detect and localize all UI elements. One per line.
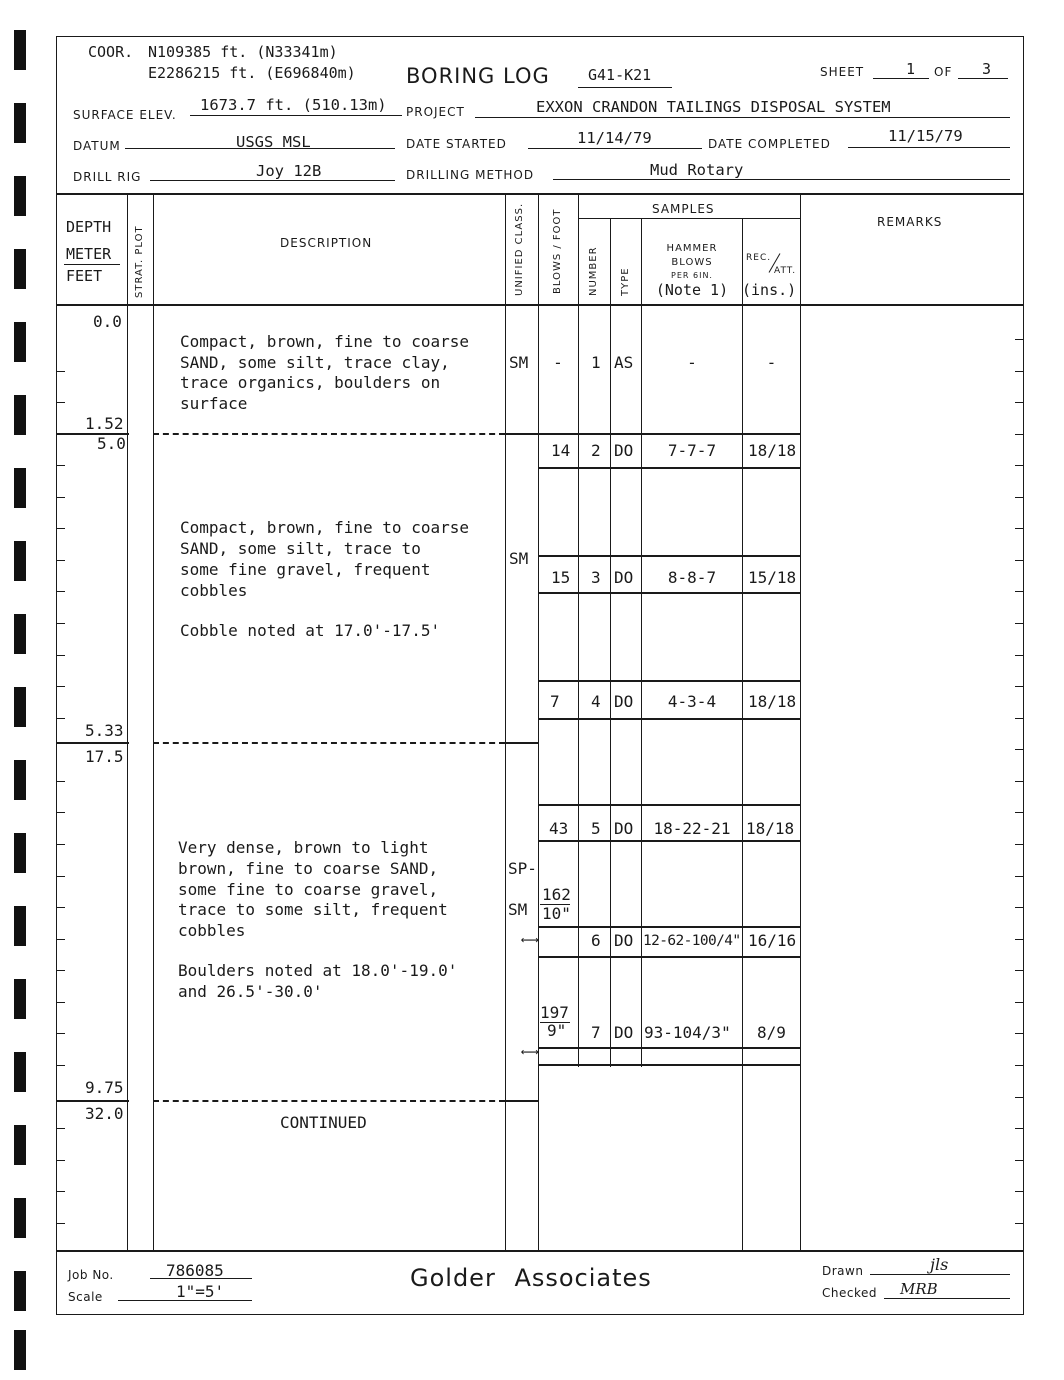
depth-feet-3: 32.0 — [85, 1104, 124, 1123]
coor-east: E2286215 ft. (E696840m) — [148, 64, 356, 82]
sample-5-rec: 18/18 — [746, 819, 795, 838]
arrow-icon-2: ⟵→ — [522, 1044, 539, 1060]
blows-foot-header: BLOWS / FOOT — [552, 208, 563, 294]
sample-3-hammer: 8-8-7 — [667, 568, 717, 587]
sample-7-blows-bottom: 9" — [547, 1021, 567, 1040]
depth-meter-2: 5.33 — [85, 721, 124, 740]
drawn-initials: jls — [930, 1255, 949, 1274]
feet-header: FEET — [66, 267, 103, 285]
sample-2-number: 2 — [591, 441, 601, 460]
stratum-3-line-5: cobbles — [178, 921, 246, 940]
stratum-3-line-3: some fine to coarse gravel, — [178, 880, 439, 899]
att-header: ATT. — [774, 266, 797, 276]
drill-rig-value: Joy 12B — [256, 162, 322, 180]
date-started-label: DATE STARTED — [406, 137, 507, 151]
stratum-3-uscs-1: SP- — [508, 859, 537, 878]
description-header: DESCRIPTION — [280, 236, 373, 250]
project-label: PROJECT — [406, 105, 465, 119]
sample-1-rec: - — [766, 353, 777, 372]
depth-feet-2: 17.5 — [85, 747, 124, 766]
surface-elev-value: 1673.7 ft. (510.13m) — [200, 96, 387, 114]
date-completed-value: 11/15/79 — [888, 127, 963, 145]
sample-2-rec: 18/18 — [748, 441, 797, 460]
company-name: Golder Associates — [410, 1264, 652, 1292]
stratum-2-line-2: SAND, some silt, trace to — [180, 539, 421, 558]
rec-units: (ins.) — [742, 281, 797, 299]
rec-header: REC. — [746, 253, 772, 263]
continued-label: CONTINUED — [280, 1113, 367, 1132]
boundary-2-dash — [153, 742, 505, 744]
stratum-3-note-1: Boulders noted at 18.0'-19.0' — [178, 961, 458, 980]
sample-3-rec: 15/18 — [748, 568, 797, 587]
drawn-label: Drawn — [822, 1264, 864, 1278]
stratum-1-uscs: SM — [509, 353, 529, 372]
job-no-value: 786085 — [166, 1261, 224, 1280]
hammer-header-1: HAMMER — [666, 243, 718, 254]
sample-1-number: 1 — [591, 353, 601, 372]
surface-elev-label: SURFACE ELEV. — [73, 108, 177, 122]
unified-class-header: UNIFIED CLASS. — [514, 202, 525, 296]
stratum-2-uscs: SM — [509, 549, 529, 568]
depth-top: 0.0 — [93, 312, 122, 331]
number-header: NUMBER — [588, 246, 599, 296]
sample-7-type: DO — [614, 1023, 634, 1042]
meter-header: METER — [66, 245, 112, 263]
remarks-header: REMARKS — [877, 215, 943, 229]
drilling-method-label: DRILLING METHOD — [406, 168, 535, 182]
checked-label: Checked — [822, 1286, 877, 1300]
strat-plot-header: STRAT. PLOT — [134, 225, 145, 298]
sample-7-rec: 8/9 — [757, 1023, 786, 1042]
datum-value: USGS MSL — [236, 133, 311, 151]
sheet-total: 3 — [982, 60, 992, 78]
type-header: TYPE — [620, 267, 631, 296]
sample-5-blows: 43 — [549, 819, 569, 838]
of-label: OF — [934, 65, 953, 79]
stratum-1-line-4: surface — [180, 394, 248, 413]
stratum-1-line-1: Compact, brown, fine to coarse — [180, 332, 469, 351]
stratum-2-note: Cobble noted at 17.0'-17.5' — [180, 621, 441, 640]
drill-rig-label: DRILL RIG — [73, 170, 142, 184]
project-value: EXXON CRANDON TAILINGS DISPOSAL SYSTEM — [536, 98, 891, 116]
boundary-2 — [56, 742, 129, 744]
stratum-3-line-4: trace to some silt, frequent — [178, 900, 448, 919]
sample-7-hammer: 93-104/3" — [644, 1023, 731, 1042]
checked-initials: MRB — [900, 1280, 938, 1298]
boring-log-title: BORING LOG — [406, 64, 550, 88]
hammer-header-3: PER 6IN. — [671, 271, 713, 280]
sample-6-hammer: 12-62-100/4" — [643, 933, 741, 949]
stratum-3-note-2: and 26.5'-30.0' — [178, 982, 323, 1001]
job-no-label: Job No. — [68, 1268, 114, 1282]
coor-north: N109385 ft. (N33341m) — [148, 43, 338, 61]
datum-label: DATUM — [73, 139, 121, 153]
scale-value: 1"=5' — [176, 1282, 225, 1301]
depth-feet-1: 5.0 — [97, 434, 126, 453]
sample-7-number: 7 — [591, 1023, 601, 1042]
sample-2-type: DO — [614, 441, 634, 460]
stratum-3-line-1: Very dense, brown to light — [178, 838, 429, 857]
sample-2-hammer: 7-7-7 — [667, 441, 717, 460]
scale-label: Scale — [68, 1290, 103, 1304]
sample-6-rec: 16/16 — [748, 931, 797, 950]
sheet-number: 1 — [906, 60, 916, 78]
sheet-label: SHEET — [820, 65, 865, 79]
sample-6-number: 6 — [591, 931, 601, 950]
sample-5-type: DO — [614, 819, 634, 838]
sample-4-type: DO — [614, 692, 634, 711]
stratum-1-line-2: SAND, some silt, trace clay, — [180, 353, 450, 372]
boundary-1 — [56, 433, 129, 435]
boundary-3-dash — [153, 1100, 505, 1102]
sample-3-number: 3 — [591, 568, 601, 587]
hammer-note: (Note 1) — [655, 281, 729, 299]
stratum-2-line-3: some fine gravel, frequent — [180, 560, 431, 579]
date-completed-label: DATE COMPLETED — [708, 137, 831, 151]
coor-label: COOR. — [88, 43, 134, 61]
sample-5-number: 5 — [591, 819, 601, 838]
stratum-3-uscs-2: SM — [508, 900, 528, 919]
sample-1-hammer: - — [687, 353, 697, 372]
boundary-1-dash — [153, 433, 505, 435]
sample-1-type: AS — [614, 353, 634, 372]
sample-5-hammer: 18-22-21 — [653, 819, 731, 838]
sample-1-blows: - — [553, 353, 563, 372]
stratum-1-line-3: trace organics, boulders on — [180, 373, 441, 392]
sample-2-blows: 14 — [551, 441, 571, 460]
sample-4-number: 4 — [591, 692, 601, 711]
depth-header: DEPTH — [66, 218, 112, 236]
boring-id: G41-K21 — [588, 66, 652, 84]
sample-3-type: DO — [614, 568, 634, 587]
sample-4-rec: 18/18 — [748, 692, 797, 711]
sample-6-type: DO — [614, 931, 634, 950]
sample-6-blows-bottom: 10" — [542, 904, 571, 923]
arrow-icon: ⟵→ — [522, 932, 539, 948]
stratum-2-line-1: Compact, brown, fine to coarse — [180, 518, 469, 537]
stratum-2-line-4: cobbles — [180, 581, 248, 600]
boundary-3 — [56, 1100, 129, 1102]
sample-6-blows-top: 162 — [542, 885, 571, 904]
hammer-header-2: BLOWS — [671, 257, 713, 268]
sample-7-blows-top: 197 — [540, 1003, 569, 1022]
sample-4-blows: 7 — [550, 692, 560, 711]
stratum-3-line-2: brown, fine to coarse SAND, — [178, 859, 439, 878]
sample-4-hammer: 4-3-4 — [667, 692, 717, 711]
date-started-value: 11/14/79 — [577, 129, 652, 147]
sample-3-blows: 15 — [551, 568, 571, 587]
samples-header: SAMPLES — [652, 202, 715, 216]
drilling-method-value: Mud Rotary — [650, 161, 744, 179]
depth-meter-3: 9.75 — [85, 1078, 124, 1097]
depth-meter-1: 1.52 — [85, 414, 124, 433]
